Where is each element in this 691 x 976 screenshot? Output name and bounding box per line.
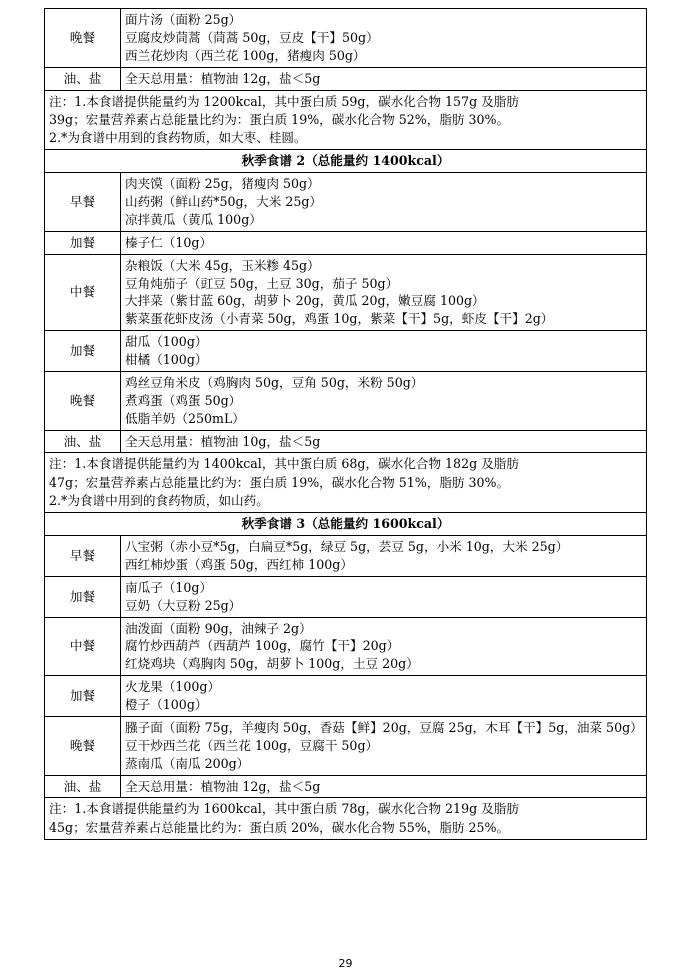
meal-line: 杂粮饭（大米 45g，玉米糁 45g） bbox=[125, 257, 320, 273]
meal-label: 早餐 bbox=[45, 173, 121, 232]
meal-content bbox=[121, 775, 647, 798]
meal-line: 油泼面（面粉 90g，油辣子 2g） bbox=[125, 620, 312, 636]
meal-content bbox=[121, 371, 647, 430]
meal-line: 膙子面（面粉 75g，羊瘦肉 50g，香菇【鲜】20g，豆腐 25g，木耳【干】5g，油菜 50g） bbox=[125, 719, 643, 735]
meal-label: 油、盐 bbox=[45, 67, 121, 90]
note-line: 注：1.本食谱提供能量约为 1400kcal，其中蛋白质 68g，碳水化合物 182g 及脂肪 bbox=[49, 456, 519, 472]
table-row bbox=[45, 676, 647, 717]
table-row bbox=[45, 430, 647, 453]
meal-line: 全天总用量：植物油 10g，盐＜5g bbox=[125, 433, 321, 449]
meal-line: 蒸南瓜（南瓜 200g） bbox=[125, 755, 250, 771]
meal-line: 橙子（100g） bbox=[125, 697, 208, 712]
meal-content bbox=[121, 254, 647, 331]
meal-content bbox=[121, 173, 647, 232]
meal-label: 晚餐 bbox=[45, 716, 121, 775]
meal-label: 中餐 bbox=[45, 254, 121, 331]
note-line: 2.*为食谱中用到的食药物质，如山药。 bbox=[49, 492, 269, 508]
section-title: 秋季食谱 3（总能量约 1600kcal） bbox=[45, 513, 647, 536]
table-row bbox=[45, 716, 647, 775]
table-row bbox=[45, 254, 647, 331]
meal-content bbox=[121, 67, 647, 90]
meal-label: 加餐 bbox=[45, 676, 121, 717]
meal-line: 腐竹炒西葫芦（西葫芦 100g，腐竹【干】20g） bbox=[125, 638, 400, 654]
meal-line: 豆干炒西兰花（西兰花 100g，豆腐干 50g） bbox=[125, 737, 379, 753]
note-line: 45g；宏量营养素占总能量比约为：蛋白质 20%，碳水化合物 55%，脂肪 25%。 bbox=[49, 819, 510, 835]
meal-label: 晚餐 bbox=[45, 371, 121, 430]
table-row bbox=[45, 576, 647, 617]
meal-label: 油、盐 bbox=[45, 430, 121, 453]
note-block bbox=[45, 90, 647, 150]
meal-line: 肉夹馍（面粉 25g，猪瘦肉 50g） bbox=[125, 176, 320, 192]
table-row-section-title bbox=[45, 513, 647, 536]
note-line: 2.*为食谱中用到的食药物质，如大枣、桂圆。 bbox=[49, 130, 307, 145]
meal-line: 豆角炖茄子（豇豆 50g，土豆 30g，茄子 50g） bbox=[125, 275, 399, 291]
table-row-note bbox=[45, 798, 647, 840]
meal-line: 紫菜蛋花虾皮汤（小青菜 50g，鸡蛋 10g，紫菜【干】5g，虾皮【干】2g） bbox=[125, 311, 554, 327]
table-row bbox=[45, 775, 647, 798]
meal-line: 凉拌黄瓜（黄瓜 100g） bbox=[125, 211, 262, 227]
meal-content bbox=[121, 576, 647, 617]
note-line: 39g；宏量营养素占总能量比约为：蛋白质 19%，碳水化合物 52%，脂肪 30%。 bbox=[49, 111, 510, 127]
meal-line: 八宝粥（赤小豆*5g，白扁豆*5g，绿豆 5g，芸豆 5g，小米 10g，大米 25g） bbox=[125, 539, 569, 554]
meal-content bbox=[121, 331, 647, 372]
meal-line: 榛子仁（10g） bbox=[125, 234, 213, 250]
meal-label: 加餐 bbox=[45, 576, 121, 617]
meal-line: 大拌菜（紫甘蓝 60g，胡萝卜 20g，黄瓜 20g，嫩豆腐 100g） bbox=[125, 293, 485, 309]
section-title: 秋季食谱 2（总能量约 1400kcal） bbox=[45, 150, 647, 173]
meal-line: 面片汤（面粉 25g） bbox=[125, 12, 242, 27]
meal-content bbox=[121, 676, 647, 717]
meal-line: 低脂羊奶（250mL） bbox=[125, 410, 245, 426]
meal-label: 中餐 bbox=[45, 617, 121, 676]
meal-line: 柑橘（100g） bbox=[125, 352, 208, 367]
meal-plan-table bbox=[44, 8, 647, 840]
table-row-note bbox=[45, 90, 647, 150]
table-row-note bbox=[45, 453, 647, 513]
meal-content bbox=[121, 231, 647, 254]
meal-line: 全天总用量：植物油 12g，盐＜5g bbox=[125, 778, 321, 794]
meal-line: 甜瓜（100g） bbox=[125, 334, 208, 350]
meal-content bbox=[121, 9, 647, 68]
meal-content bbox=[121, 430, 647, 453]
meal-label: 晚餐 bbox=[45, 9, 121, 68]
table-row bbox=[45, 231, 647, 254]
meal-label: 油、盐 bbox=[45, 775, 121, 798]
meal-content bbox=[121, 617, 647, 676]
meal-line: 南瓜子（10g） bbox=[125, 579, 213, 595]
table-row-section-title bbox=[45, 150, 647, 173]
table-row bbox=[45, 9, 647, 68]
meal-line: 西兰花炒肉（西兰花 100g，猪瘦肉 50g） bbox=[125, 47, 366, 63]
note-block bbox=[45, 798, 647, 840]
note-line: 47g；宏量营养素占总能量比约为：蛋白质 19%，碳水化合物 51%，脂肪 30%。 bbox=[49, 474, 510, 490]
meal-line: 火龙果（100g） bbox=[125, 679, 221, 695]
table-row bbox=[45, 173, 647, 232]
meal-line: 豆奶（大豆粉 25g） bbox=[125, 597, 242, 613]
meal-line: 西红柿炒蛋（鸡蛋 50g，西红柿 100g） bbox=[125, 556, 353, 572]
meal-line: 鸡丝豆角米皮（鸡胸肉 50g，豆角 50g，米粉 50g） bbox=[125, 374, 424, 390]
meal-line: 煮鸡蛋（鸡蛋 50g） bbox=[125, 392, 242, 408]
table-row bbox=[45, 617, 647, 676]
table-row bbox=[45, 536, 647, 577]
meal-label: 加餐 bbox=[45, 231, 121, 254]
meal-line: 全天总用量：植物油 12g，盐＜5g bbox=[125, 70, 321, 86]
table-row bbox=[45, 331, 647, 372]
page-number: 29 bbox=[338, 957, 353, 970]
table-row bbox=[45, 371, 647, 430]
note-line: 注：1.本食谱提供能量约为 1200kcal，其中蛋白质 59g，碳水化合物 157g 及脂肪 bbox=[49, 93, 519, 109]
meal-line: 山药粥（鲜山药*50g，大米 25g） bbox=[125, 194, 323, 209]
note-line: 注：1.本食谱提供能量约为 1600kcal，其中蛋白质 78g，碳水化合物 219g 及脂肪 bbox=[49, 801, 519, 817]
table-row bbox=[45, 67, 647, 90]
meal-line: 豆腐皮炒茼蒿（茼蒿 50g，豆皮【干】50g） bbox=[125, 29, 379, 45]
meal-label: 加餐 bbox=[45, 331, 121, 372]
meal-label: 早餐 bbox=[45, 536, 121, 577]
note-block bbox=[45, 453, 647, 513]
meal-content bbox=[121, 536, 647, 577]
meal-line: 红烧鸡块（鸡胸肉 50g，胡萝卜 100g，土豆 20g） bbox=[125, 656, 419, 672]
meal-content bbox=[121, 716, 647, 775]
